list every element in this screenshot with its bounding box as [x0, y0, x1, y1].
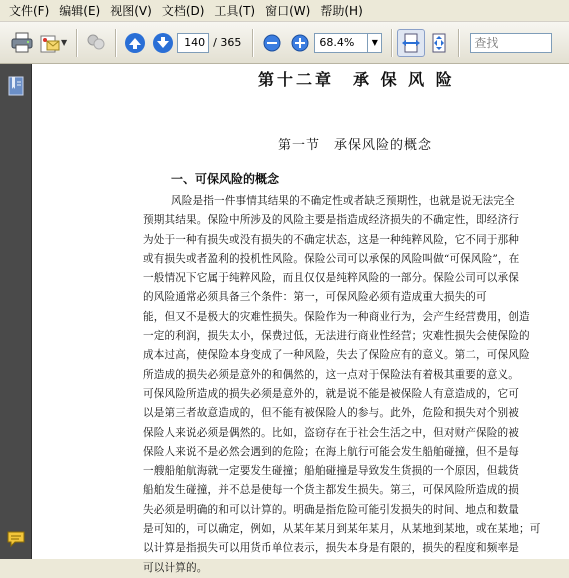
menu-bar	[0, 0, 569, 22]
text-line: 一定的利润，损失太小，保费过低，无法进行商业性经营；灾难性损失会使保险的	[143, 330, 530, 343]
zoom-out-icon	[262, 33, 282, 53]
toolbar-separator	[76, 29, 77, 57]
menu-document[interactable]: 文档(D)	[161, 3, 205, 18]
fit-page-icon	[428, 32, 450, 54]
document-view[interactable]	[32, 64, 569, 574]
body-text	[143, 192, 558, 578]
text-line: 保险人来说必须是偶然的。比如，盗窃存在于社会生活之中，但对财产保险的被	[143, 426, 520, 439]
navigation-sidebar	[0, 64, 32, 559]
chapter-title: 第十二章 承 保 风 险	[258, 70, 455, 89]
page-total: / 365	[213, 36, 242, 49]
zoom-dropdown-icon[interactable]: ▼	[368, 33, 382, 53]
collaborate-icon	[84, 32, 108, 54]
arrow-down-icon	[152, 32, 174, 54]
comments-button[interactable]	[6, 530, 26, 552]
text-line: 船舶发生碰撞，并不总是使每一个货主都发生损失。第三，可保风险所造成的损	[143, 484, 520, 497]
text-line: 成本过高，使保险本身变成了一种风险，失去了保险应有的意义。第二，可保风险	[143, 349, 530, 362]
fit-width-icon	[400, 32, 422, 54]
comment-icon	[6, 530, 26, 548]
text-line: 以计算是指损失可以用货币单位表示，损失本身是有限的，损失的程度和频率是	[143, 542, 520, 555]
text-line: 是可知的，可以确定，例如，从某年某月到某年某月，从某地到某地，或在某地；可	[143, 523, 541, 536]
text-line: 失必须是明确的和可以计算的。明确是指危险可能引发损失的时间、地点和数量	[143, 503, 520, 516]
menu-tools[interactable]: 工具(T)	[214, 3, 256, 18]
menu-file[interactable]: 文件(F)	[9, 3, 50, 18]
menu-view[interactable]: 视图(V)	[110, 3, 152, 18]
section-title: 第一节 承保风险的概念	[278, 138, 433, 153]
text-line: 或有损失或者盈利的投机性风险。保险公司可以承保的风险叫做“可保风险”，在	[143, 252, 520, 265]
previous-page-button[interactable]	[121, 29, 149, 57]
zoom-level-field[interactable]: 68.4%	[314, 33, 368, 53]
page-number-input[interactable]	[177, 33, 209, 53]
sub-heading: 一、可保风险的概念	[171, 172, 280, 186]
search-input[interactable]	[470, 33, 552, 53]
text-line: 一艘船舶航海就一定要发生碰撞；船舶碰撞是导致发生货损的一个原因，但载货	[143, 465, 520, 478]
arrow-up-icon	[124, 32, 146, 54]
zoom-in-icon	[290, 33, 310, 53]
toolbar-separator	[458, 29, 459, 57]
fit-page-button[interactable]	[425, 29, 453, 57]
text-line: 的风险通常必须具备三个条件：第一，可保风险必须有造成重大损失的可	[143, 291, 487, 304]
printer-icon	[10, 32, 34, 54]
menu-help[interactable]: 帮助(H)	[320, 3, 363, 18]
email-dropdown-icon[interactable]: ▼	[61, 38, 68, 47]
toolbar	[0, 22, 569, 64]
menu-window[interactable]: 窗口(W)	[265, 3, 311, 18]
text-line: 能，但又不是极大的灾难性损失。保险作为一种商业行为，会产生经营费用，创造	[143, 310, 530, 323]
toolbar-separator	[252, 29, 253, 57]
next-page-button[interactable]	[149, 29, 177, 57]
email-icon	[38, 32, 62, 54]
toolbar-separator	[115, 29, 116, 57]
text-line: 可以计算的。	[143, 561, 208, 574]
fit-width-button[interactable]	[397, 29, 425, 57]
text-line: 保险人来说不是必然会遇到的危险；在海上航行可能会发生船舶碰撞，但不是每	[143, 445, 520, 458]
text-line: 以是第三者故意造成的，但不能有被保险人的参与。此外，危险和损失对个别被	[143, 407, 520, 420]
collaborate-button[interactable]	[82, 29, 110, 57]
text-line: 为处于一种有损失或没有损失的不确定状态，这是一种纯粹风险，它不同于那种	[143, 233, 520, 246]
print-button[interactable]	[8, 29, 36, 57]
zoom-out-button[interactable]	[258, 29, 286, 57]
text-line: 所造成的损失必须是意外的和偶然的，这一点对于保险法有着极其重要的意义。	[143, 368, 520, 381]
email-button[interactable]	[36, 29, 64, 57]
bookmarks-button[interactable]	[8, 76, 24, 100]
toolbar-separator	[391, 29, 392, 57]
pdf-page	[32, 64, 569, 574]
text-line: 一般情况下它属于纯粹风险，而且仅仅是纯粹风险的一部分。保险公司可以承保	[143, 272, 520, 285]
text-line: 可保风险所造成的损失必须是意外的，就是说不能是被保险人有意造成的，它可	[143, 387, 520, 400]
text-line: 预期其结果。保险中所涉及的风险主要是指造成经济损失的不确定性，即经济行	[143, 214, 520, 227]
bookmark-icon	[8, 76, 24, 96]
menu-edit[interactable]: 编辑(E)	[59, 3, 101, 18]
zoom-in-button[interactable]	[286, 29, 314, 57]
text-line: 风险是指一件事情其结果的不确定性或者缺乏预期性，也就是说无法完全	[171, 195, 515, 207]
